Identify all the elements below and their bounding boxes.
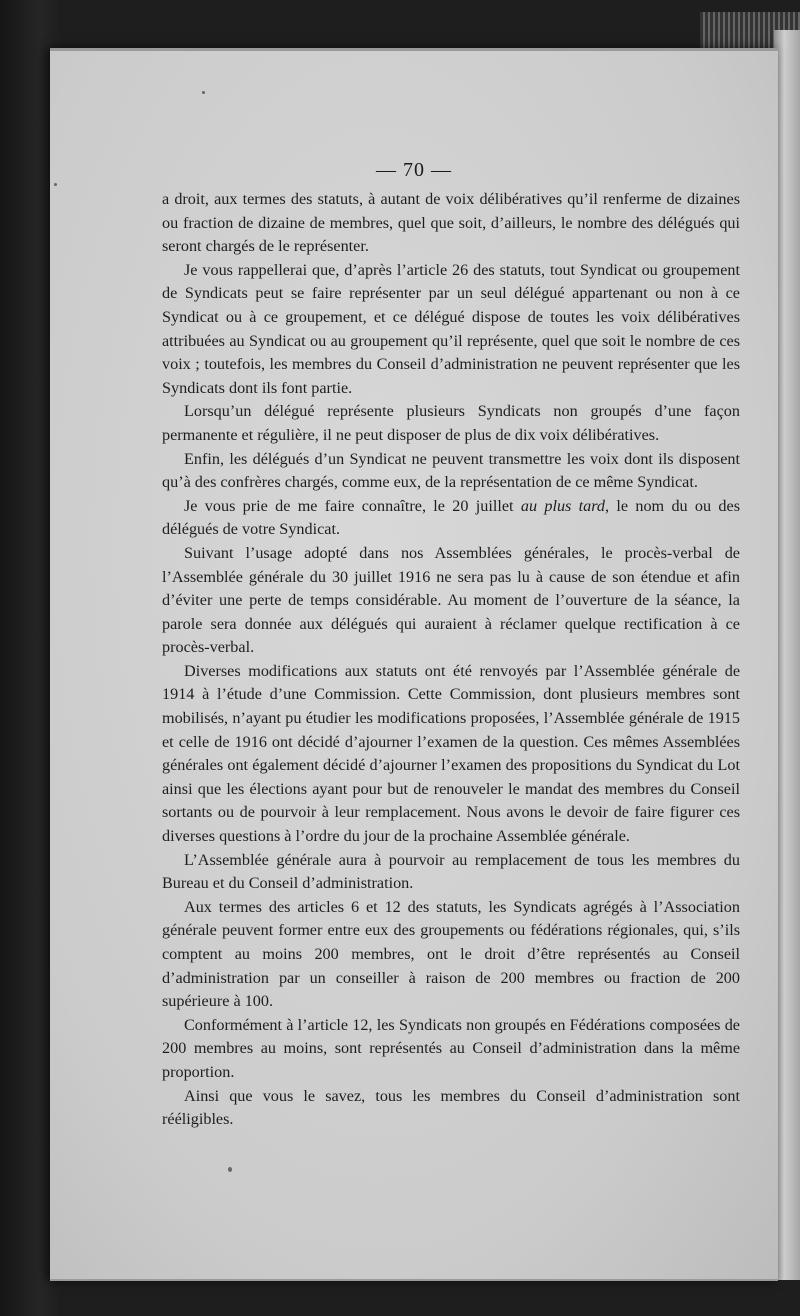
paragraph-proces-verbal: Suivant l’usage adopté dans nos Assemblées générales, le procès-verbal de l’Assemblée générale du 30 juillet 1916 ne sera pas lu à cause de son étendue et afin d’éviter une perte de temps considérable. Au moment de l’ouverture de la séance, la parole sera donnée aux délégués qui auraient à réclamer quelque rectification à ce procès-verbal. [162, 543, 740, 657]
book-page [50, 48, 778, 1281]
paragraph-statute-modifications: Diverses modifications aux statuts ont été renvoyés par l’Assemblée générale de 1914 à l’étude d’une Commission. Cette Commission, dont plusieurs membres sont mobilisés, n’ayant pu étudier les modifications proposées, l’Assemblée générale de 1915 et celle de 1916 ont décidé d’ajourner l’examen de la question. Ces mêmes Assemblées générales ont également décidé d’ajourner l’examen des propositions du Syndicat du Lot ainsi que les élections ayant pour but de renouveler le mandat des membres du Conseil sortants ou de pourvoir à leur remplacement. Nous avons le devoir de faire figurer ces diverses questions à l’ordre du jour de la prochaine Assemblée générale. [162, 661, 740, 846]
paragraph-article-26: Je vous rappellerai que, d’après l’article 26 des statuts, tout Syndicat ou groupement de Syndicats peut se faire représenter par un seul délégué appartenant ou non à ce Syndicat ou à ce groupement, et ce délégué dispose de toutes les voix délibératives attribuées au Syndicat ou au groupement qu’il représente, quel que soit le nombre de ces voix ; toutefois, les membres du Conseil d’administration ne peuvent représenter que les Syndicats dont ils font partie. [162, 260, 740, 397]
paragraph-delegate-deadline: Je vous prie de me faire connaître, le 20 juillet au plus tard, le nom du ou des délégués de votre Syndicat. [162, 496, 740, 539]
paper-speck [228, 1167, 232, 1172]
paragraph-multiple-syndicates: Lorsqu’un délégué représente plusieurs Syndicats non groupés d’une façon permanente et régulière, il ne peut disposer de plus de dix voix délibératives. [162, 402, 740, 444]
paragraph-reeligible: Ainsi que vous le savez, tous les membres du Conseil d’administration sont rééligibles. [162, 1086, 740, 1129]
paragraph-bureau-replacement: L’Assemblée générale aura à pourvoir au remplacement de tous les membres du Bureau et du Conseil d’administration. [162, 850, 740, 893]
page-body-text [162, 188, 740, 1132]
page-number: — 70 — [376, 159, 452, 181]
paragraph-transfer-votes: Enfin, les délégués d’un Syndicat ne peuvent transmettre les voix dont ils disposent qu’à des confrères chargés, comme eux, de la représentation de ce même Syndicat. [162, 449, 740, 492]
paragraph-articles-6-12: Aux termes des articles 6 et 12 des statuts, les Syndicats agrégés à l’Association générale peuvent former entre eux des groupements ou fédérations régionales, qui, s’ils comptent au moins 200 membres, ont le droit d’être représentés au Conseil d’administration par un conseiller à raison de 200 membres ou fraction de 200 supérieure à 100. [162, 897, 740, 1011]
emphasis-au-plus-tard: au plus tard [520, 496, 606, 515]
paragraph-voting-rights: a droit, aux termes des statuts, à autant de voix délibératives qu’il renferme de dizaines ou fraction de dizaine de membres, quel que soit, d’ailleurs, le nombre des délégués qui seront chargés de le représenter. [162, 190, 740, 256]
paper-speck [54, 183, 57, 186]
paper-speck [202, 91, 205, 94]
paragraph-article-12: Conformément à l’article 12, les Syndicats non groupés en Fédérations composées de 200 membres au moins, sont représentés au Conseil d’administration dans la même proportion. [162, 1015, 740, 1081]
